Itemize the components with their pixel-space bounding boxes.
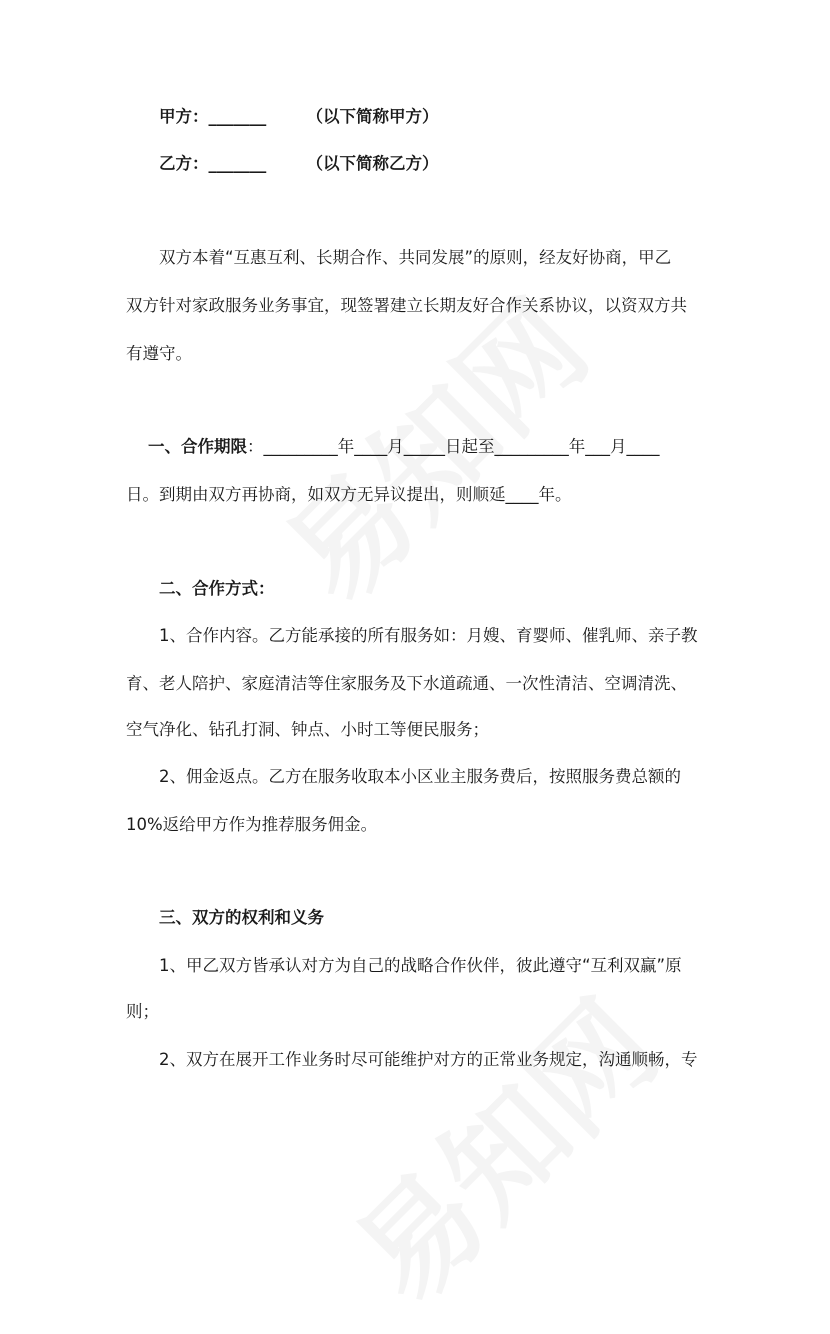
section-2-item: 空气净化、钻孔打洞、钟点、小时工等便民服务； [126,720,489,739]
section-2-item: 1、合作内容。乙方能承接的所有服务如：月嫂、育婴师、催乳师、亲子教 [159,626,698,645]
party-a-blank: _______ [208,107,267,126]
section-3-heading: 三、双方的权利和义务 [159,908,324,927]
party-b-line [159,154,749,174]
section-2-item: 2、佣金返点。乙方在服务收取本小区业主服务费后，按照服务费总额的 [159,767,681,786]
section-3-item: 2、双方在展开工作业务时尽可能维护对方的正常业务规定，沟通顺畅，专 [159,1050,698,1069]
party-a-line [159,107,749,127]
party-b-label: 乙方： [159,154,209,173]
party-b-blank: _______ [208,154,267,173]
section-1-term: ：_________年____月_____日起至_________年___月____ [247,437,660,456]
intro-line: 有遵守。 [126,344,192,363]
section-1-heading: 一、合作期限 [148,437,247,456]
section-1-line: 日。到期由双方再协商，如双方无异议提出，则顺延____年。 [126,485,572,504]
section-2-item: 育、老人陪护、家庭清洁等住家服务及下水道疏通、一次性清洁、空调清洗、 [126,674,687,693]
section-2-item: 10%返给甲方作为推荐服务佣金。 [126,815,378,834]
section-3-item: 1、甲乙双方皆承认对方为自己的战略合作伙伴，彼此遵守“互利双赢”原 [159,956,682,975]
party-a-note: （以下简称甲方） [306,107,439,126]
section-3-item: 则； [126,1002,159,1021]
section-1-line [148,437,738,457]
party-b-note: （以下简称乙方） [306,154,439,173]
section-2-heading: 二、合作方式： [159,579,275,598]
party-a-label: 甲方： [159,107,209,126]
intro-line: 双方本着“互惠互利、长期合作、共同发展”的原则，经友好协商，甲乙 [159,248,672,267]
intro-line: 双方针对家政服务业务事宜，现签署建立长期友好合作关系协议，以资双方共 [126,296,687,315]
